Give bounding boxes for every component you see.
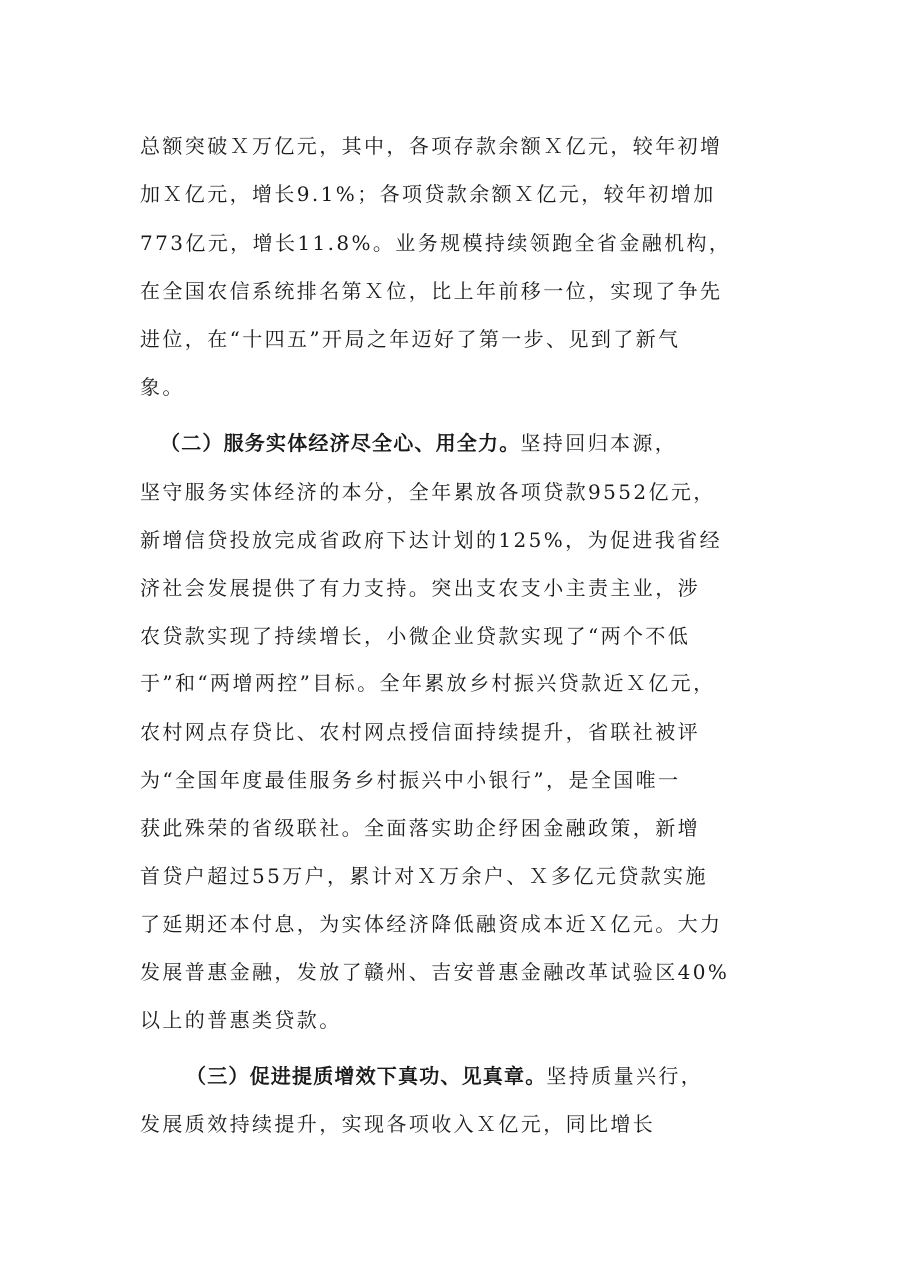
paragraph-line: 发展普惠金融，发放了赣州、吉安普惠金融改革试验区40%: [140, 960, 730, 984]
paragraph-text: 坚持回归本源，: [520, 431, 678, 455]
paragraph-line: 于”和“两增两控”目标。全年累放乡村振兴贷款近Ｘ亿元，: [140, 671, 716, 695]
paragraph-line: 以上的普惠类贷款。: [140, 1008, 342, 1032]
paragraph-line: 773亿元，增长11.8%。业务规模持续领跑全省金融机构，: [140, 231, 732, 255]
paragraph-line: 进位，在“十四五”开局之年迈好了第一步、见到了新气: [140, 327, 681, 351]
paragraph-line: 象。: [140, 375, 185, 399]
paragraph-line: 获此殊荣的省级联社。全面落实助企纾困金融政策，新增: [140, 816, 700, 840]
paragraph-first-line: [160, 428, 677, 458]
paragraph-line: 新增信贷投放完成省政府下达计划的125%，为促进我省经: [140, 528, 722, 552]
paragraph-line: 农贷款实现了持续增长，小微企业贷款实现了“两个不低: [140, 624, 691, 648]
paragraph-line: 在全国农信系统排名第Ｘ位，比上年前移一位，实现了争先: [140, 279, 723, 303]
paragraph-first-line: [186, 1061, 703, 1091]
section-heading: （三）促进提质增效下真功、见真章。: [186, 1064, 547, 1088]
paragraph-line: 坚守服务实体经济的本分，全年累放各项贷款9552亿元，: [140, 480, 716, 504]
paragraph-line: 总额突破Ｘ万亿元，其中，各项存款余额Ｘ亿元，较年初增: [140, 134, 723, 158]
paragraph-line: 济社会发展提供了有力支持。突出支农支小主责主业，涉: [140, 576, 700, 600]
paragraph-line: 发展质效持续提升，实现各项收入Ｘ亿元，同比增长: [140, 1112, 656, 1136]
paragraph-line: 加Ｘ亿元，增长9.1%；各项贷款余额Ｘ亿元，较年初增加: [140, 182, 716, 206]
paragraph-line: 首贷户超过55万户，累计对Ｘ万余户、Ｘ多亿元贷款实施: [140, 864, 708, 888]
section-heading: （二）服务实体经济尽全心、用全力。: [160, 431, 521, 455]
paragraph-text: 坚持质量兴行，: [546, 1064, 704, 1088]
paragraph-line: 了延期还本付息，为实体经济降低融资成本近Ｘ亿元。大力: [140, 912, 723, 936]
paragraph-line: 为“全国年度最佳服务乡村振兴中小银行”，是全国唯一: [140, 768, 681, 792]
paragraph-line: 农村网点存贷比、农村网点授信面持续提升，省联社被评: [140, 720, 700, 744]
